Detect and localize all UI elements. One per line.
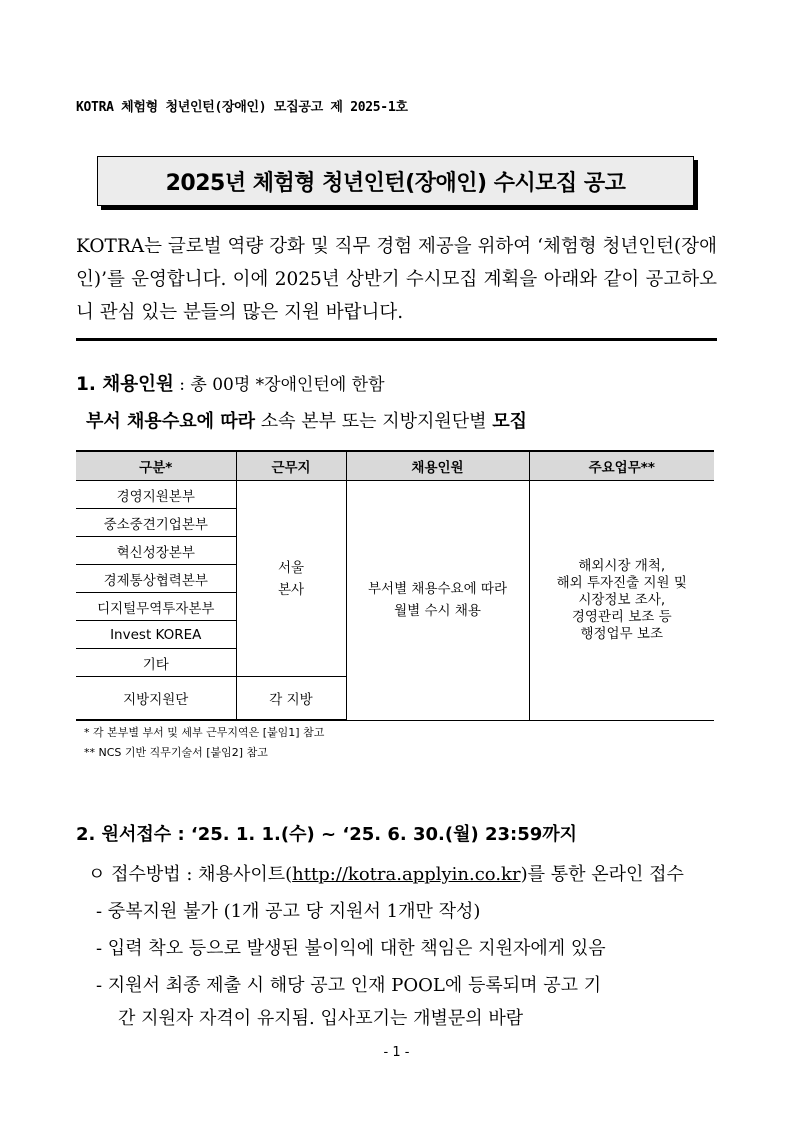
headcount-cell <box>346 481 529 721</box>
duties-cell <box>529 481 714 721</box>
intro-paragraph: KOTRA는 글로벌 역량 강화 및 직무 경험 제공을 위하여 ‘체험형 청년인턴(장애인)’를 운영합니다. 이에 2025년 상반기 수시모집 계획을 아래와 같이 공고하오니 관심 있는 분들의 많은 지원 바랍니다. <box>76 236 717 323</box>
list-item: 간 지원자 자격이 유지됨. 입사포기는 개별문의 바람 <box>118 1008 524 1029</box>
location-regional-cell: 각 지방 <box>236 677 346 721</box>
duty-line: 해외 투자진출 지원 및 <box>556 574 687 591</box>
department-cell: 중소중견기업본부 <box>76 509 236 537</box>
section-2-heading: 2. 원서접수 : ‘25. 1. 1.(수) ~ ‘25. 6. 30.(월) 23:59까지 <box>76 824 578 845</box>
table-note: ** NCS 기반 직무기술서 [붙임2] 참고 <box>84 746 268 759</box>
page-number: - 1 - <box>383 1045 410 1060</box>
location-seoul-line: 서울 <box>277 559 305 576</box>
location-seoul-line: 본사 <box>277 581 305 598</box>
sub-plain: 소속 본부 또는 지방지원단별 <box>255 411 493 432</box>
notice-number: KOTRA 체험형 청년인턴(장애인) 모집공고 제 2025-1호 <box>76 100 408 115</box>
section-1-heading <box>76 370 385 396</box>
duty-line: 해외시장 개척, <box>578 557 666 574</box>
table-header-row <box>76 451 714 481</box>
duty-line: 경영관리 보조 등 <box>571 608 672 625</box>
list-item: - 입력 착오 등으로 발생된 불이익에 대한 책임은 지원자에게 있음 <box>96 938 606 959</box>
list-item: - 중복지원 불가 (1개 공고 당 지원서 1개만 작성) <box>96 901 481 922</box>
list-item: - 지원서 최종 제출 시 해당 공고 인재 POOL에 등록되며 공고 기 <box>96 975 602 996</box>
section-1-title: 1. 채용인원 <box>76 374 174 395</box>
col-header-duties: 주요업무** <box>529 451 714 481</box>
department-cell: 기타 <box>76 649 236 677</box>
apply-method-prefix: ㅇ 접수방법 : 채용사이트( <box>88 864 293 885</box>
apply-method <box>88 860 684 886</box>
section-1-detail: : 총 00명 *장애인턴에 한함 <box>173 375 385 395</box>
table-note: * 각 본부별 부서 및 세부 근무지역은 [붙임1] 참고 <box>84 726 325 739</box>
divider <box>76 338 717 341</box>
apply-site-link[interactable]: http://kotra.applyin.co.kr <box>292 864 521 885</box>
department-cell: 경영지원본부 <box>76 481 236 509</box>
department-cell: 경제통상협력본부 <box>76 565 236 593</box>
headcount-line: 부서별 채용수요에 따라 <box>368 581 507 598</box>
table-row <box>76 481 714 509</box>
section-1-subheading <box>86 407 527 433</box>
apply-method-suffix: )를 통한 온라인 접수 <box>520 864 684 885</box>
col-header-location: 근무지 <box>236 451 346 481</box>
duty-line: 시장정보 조사, <box>578 591 666 608</box>
col-header-category: 구분* <box>76 451 236 481</box>
sub-bold-1: 부서 채용수요에 따라 <box>86 411 256 432</box>
department-cell: 혁신성장본부 <box>76 537 236 565</box>
headcount-line: 월별 수시 채용 <box>394 603 481 620</box>
department-cell: Invest KOREA <box>76 621 236 649</box>
location-seoul-cell <box>236 481 346 677</box>
department-cell: 디지털무역투자본부 <box>76 593 236 621</box>
sub-bold-2: 모집 <box>492 411 528 432</box>
department-cell: 지방지원단 <box>76 677 236 721</box>
page-title: 2025년 체험형 청년인턴(장애인) 수시모집 공고 <box>97 156 694 206</box>
recruit-table <box>76 450 714 721</box>
col-header-headcount: 채용인원 <box>346 451 529 481</box>
duty-line: 행정업무 보조 <box>580 625 664 642</box>
